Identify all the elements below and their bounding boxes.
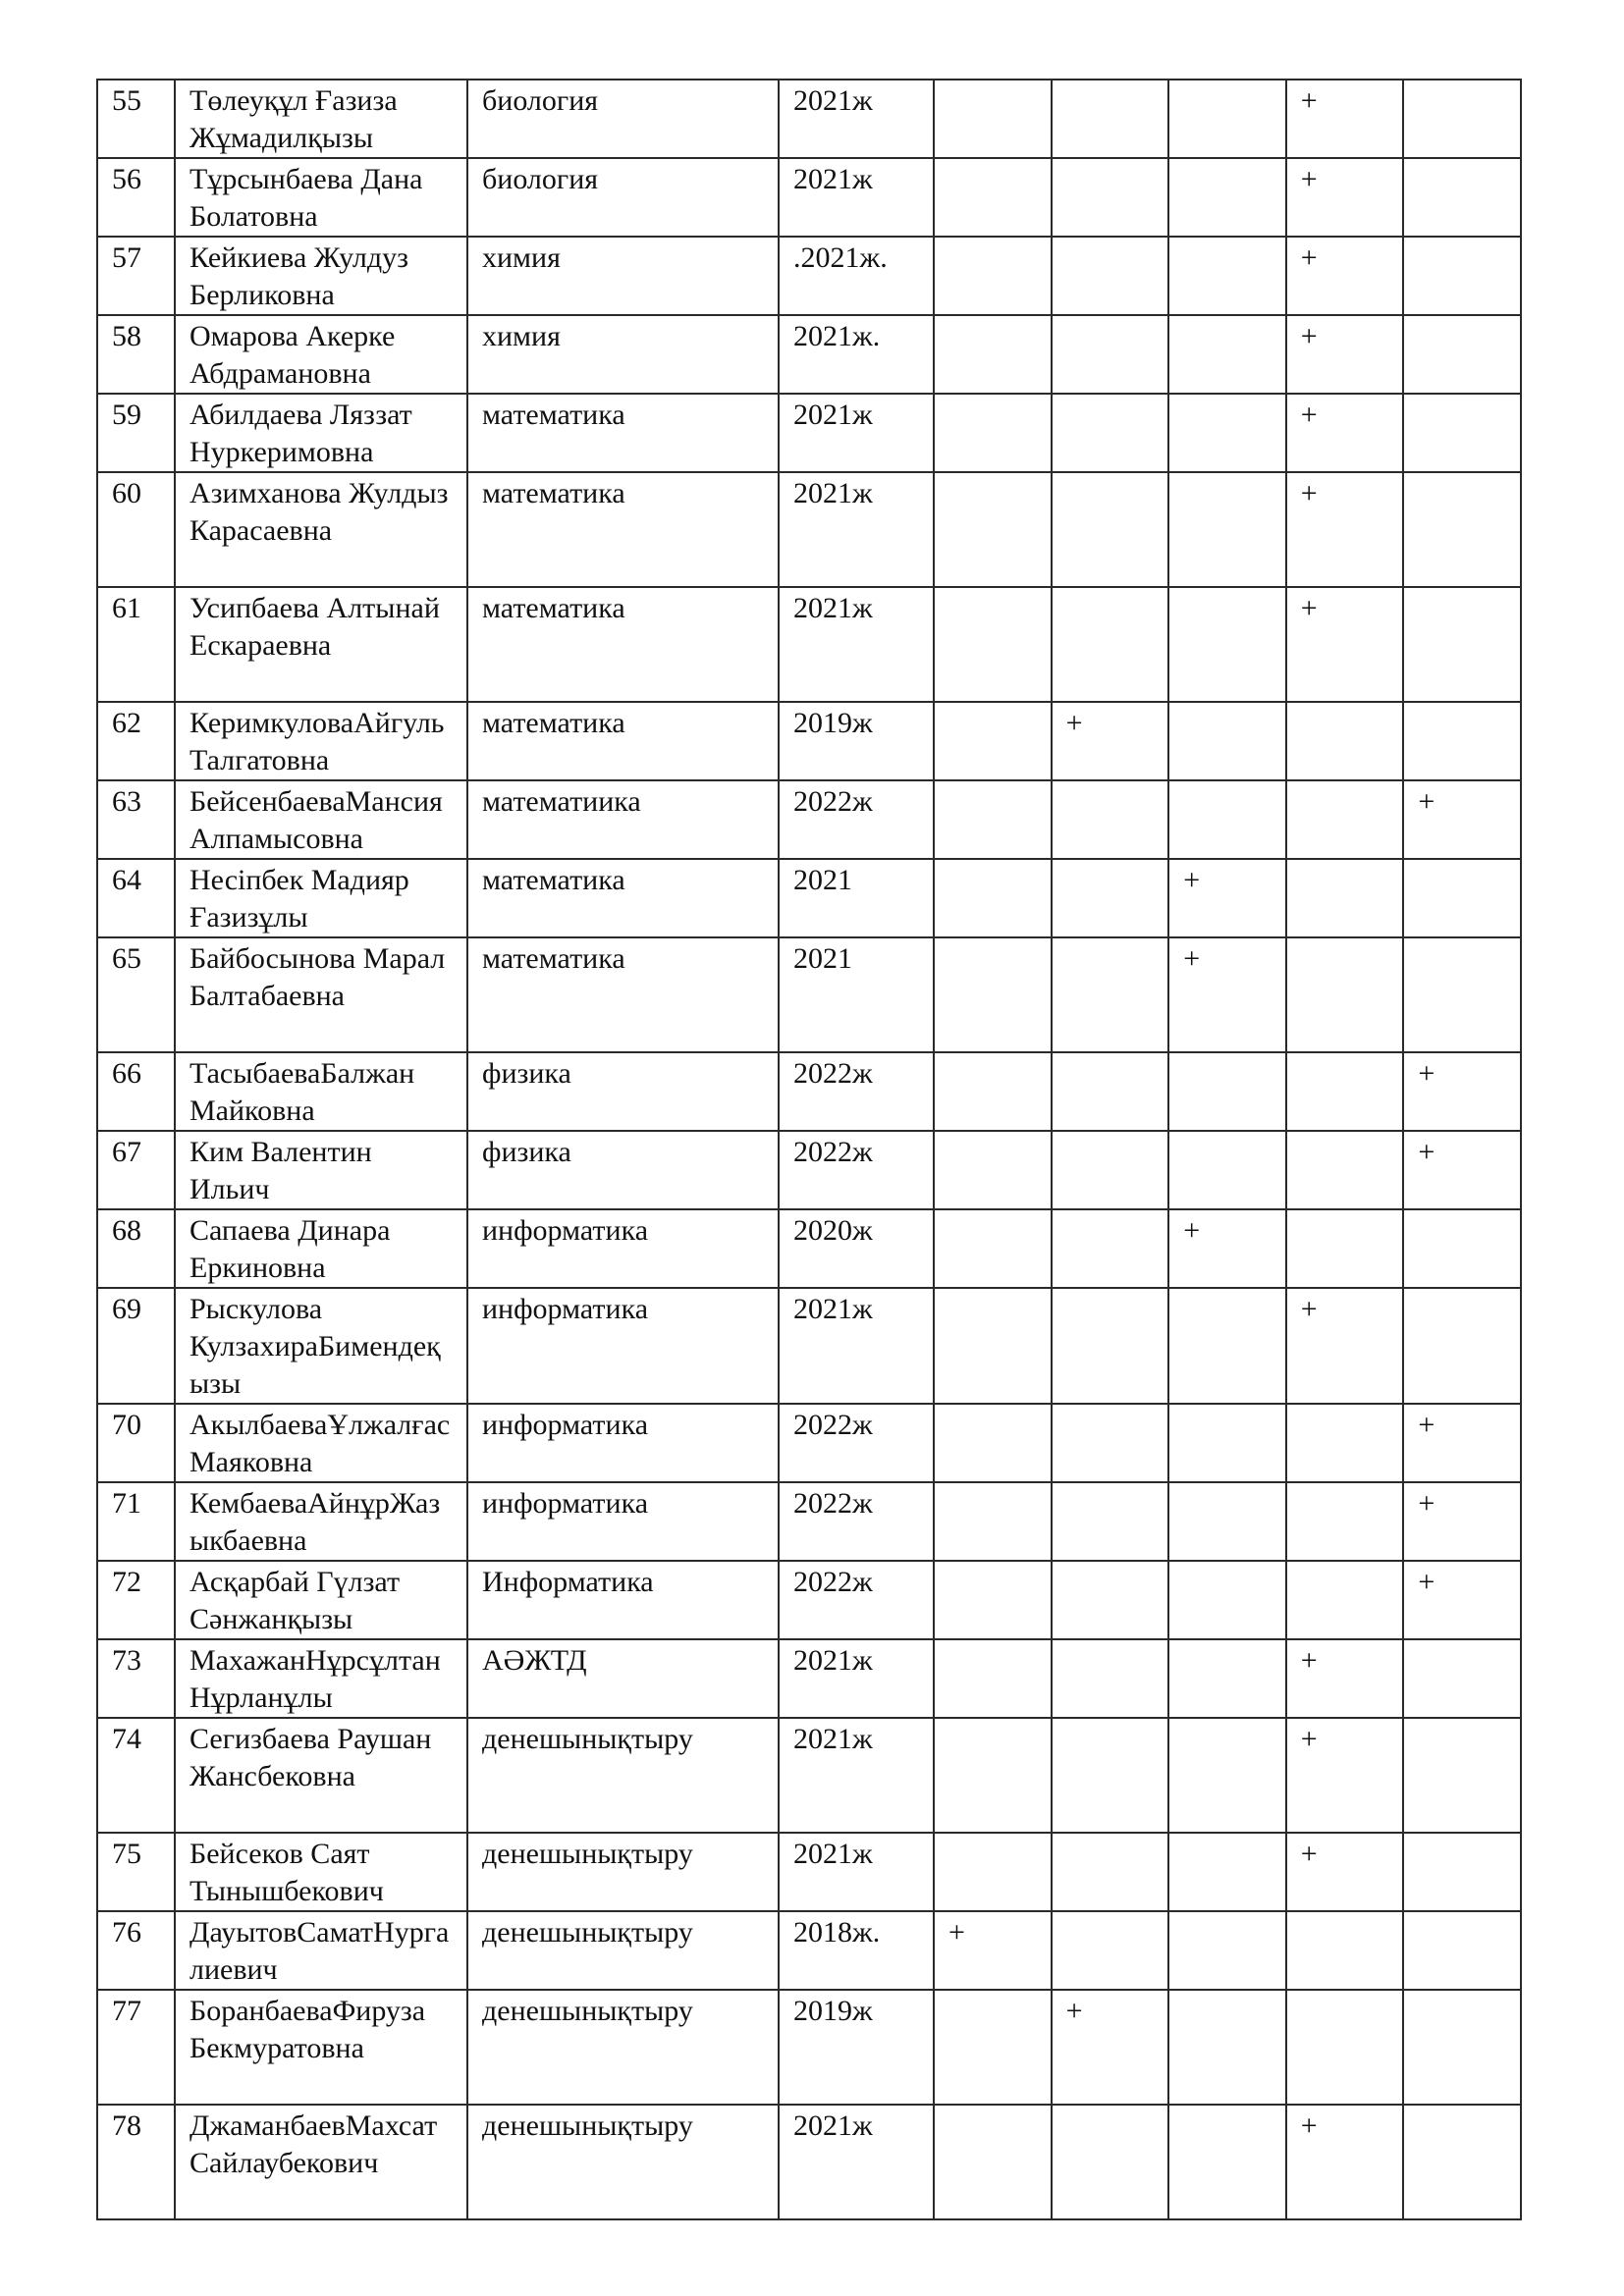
category-2-mark-cell (1052, 587, 1169, 702)
teacher-name-cell: ДжаманбаевМахсат Сайлаубекович (175, 2105, 467, 2219)
table-row (97, 1131, 1521, 1209)
subject-cell: математика (467, 702, 779, 780)
table-row (97, 158, 1521, 237)
teacher-name-cell: БоранбаеваФируза Бекмуратовна (175, 1990, 467, 2105)
category-1-mark-cell (934, 1718, 1052, 1833)
category-2-mark-cell (1052, 158, 1169, 237)
category-1-mark-cell (934, 1833, 1052, 1911)
table-row (97, 587, 1521, 702)
category-5-mark-cell: + (1403, 1131, 1521, 1209)
teacher-name-cell: КеримкуловаАйгульТалгатовна (175, 702, 467, 780)
category-2-mark-cell (1052, 1131, 1169, 1209)
row-number-cell: 65 (97, 937, 175, 1052)
teacher-name-cell: Абилдаева Ляззат Нуркеримовна (175, 394, 467, 472)
row-number-cell: 75 (97, 1833, 175, 1911)
category-3-mark-cell (1168, 1718, 1286, 1833)
category-5-mark-cell (1403, 158, 1521, 237)
category-3-mark-cell (1168, 1911, 1286, 1990)
category-5-mark-cell (1403, 1718, 1521, 1833)
category-5-mark-cell: + (1403, 780, 1521, 859)
subject-cell: информатика (467, 1404, 779, 1482)
category-1-mark-cell: + (934, 1911, 1052, 1990)
category-1-mark-cell (934, 1052, 1052, 1131)
teacher-name-cell: Байбосынова Марал Балтабаевна (175, 937, 467, 1052)
category-1-mark-cell (934, 1639, 1052, 1718)
subject-cell: денешынықтыру (467, 1833, 779, 1911)
category-2-mark-cell (1052, 315, 1169, 394)
category-4-mark-cell (1286, 780, 1404, 859)
category-2-mark-cell (1052, 937, 1169, 1052)
category-2-mark-cell: + (1052, 1990, 1169, 2105)
category-4-mark-cell (1286, 937, 1404, 1052)
category-5-mark-cell (1403, 1209, 1521, 1288)
category-1-mark-cell (934, 1482, 1052, 1561)
table-row (97, 937, 1521, 1052)
category-1-mark-cell (934, 315, 1052, 394)
year-cell: 2022ж (779, 780, 934, 859)
category-3-mark-cell (1168, 1990, 1286, 2105)
row-number-cell: 74 (97, 1718, 175, 1833)
subject-cell: математика (467, 587, 779, 702)
row-number-cell: 64 (97, 859, 175, 937)
year-cell: 2022ж (779, 1404, 934, 1482)
category-5-mark-cell (1403, 237, 1521, 315)
category-3-mark-cell (1168, 237, 1286, 315)
row-number-cell: 72 (97, 1561, 175, 1639)
category-2-mark-cell (1052, 1209, 1169, 1288)
row-number-cell: 73 (97, 1639, 175, 1718)
table-row (97, 2105, 1521, 2219)
category-3-mark-cell (1168, 315, 1286, 394)
teacher-name-cell: АкылбаеваҰлжалғасМаяковна (175, 1404, 467, 1482)
subject-cell: математика (467, 937, 779, 1052)
subject-cell: физика (467, 1131, 779, 1209)
category-1-mark-cell (934, 1561, 1052, 1639)
category-4-mark-cell (1286, 1404, 1404, 1482)
category-4-mark-cell (1286, 1561, 1404, 1639)
category-3-mark-cell (1168, 2105, 1286, 2219)
category-1-mark-cell (934, 1990, 1052, 2105)
subject-cell: физика (467, 1052, 779, 1131)
teacher-roster-table (96, 79, 1522, 2220)
category-4-mark-cell (1286, 702, 1404, 780)
row-number-cell: 59 (97, 394, 175, 472)
category-4-mark-cell: + (1286, 1718, 1404, 1833)
teacher-name-cell: Рыскулова КулзахираБимендеқызы (175, 1288, 467, 1404)
category-5-mark-cell (1403, 394, 1521, 472)
subject-cell: информатика (467, 1288, 779, 1404)
category-3-mark-cell (1168, 1833, 1286, 1911)
row-number-cell: 61 (97, 587, 175, 702)
category-5-mark-cell (1403, 315, 1521, 394)
category-3-mark-cell (1168, 780, 1286, 859)
row-number-cell: 58 (97, 315, 175, 394)
category-4-mark-cell: + (1286, 315, 1404, 394)
category-4-mark-cell: + (1286, 1639, 1404, 1718)
row-number-cell: 78 (97, 2105, 175, 2219)
teacher-name-cell: БейсенбаеваМансияАлпамысовна (175, 780, 467, 859)
category-3-mark-cell (1168, 1482, 1286, 1561)
category-2-mark-cell (1052, 80, 1169, 158)
subject-cell: Информатика (467, 1561, 779, 1639)
category-5-mark-cell: + (1403, 1561, 1521, 1639)
teacher-name-cell: Тұрсынбаева Дана Болатовна (175, 158, 467, 237)
row-number-cell: 56 (97, 158, 175, 237)
table-row (97, 1911, 1521, 1990)
subject-cell: математика (467, 394, 779, 472)
category-4-mark-cell: + (1286, 472, 1404, 587)
subject-cell: АӘЖТД (467, 1639, 779, 1718)
year-cell: 2021ж (779, 1288, 934, 1404)
subject-cell: химия (467, 315, 779, 394)
category-3-mark-cell (1168, 1561, 1286, 1639)
year-cell: 2022ж (779, 1052, 934, 1131)
category-2-mark-cell (1052, 1639, 1169, 1718)
year-cell: 2022ж (779, 1131, 934, 1209)
category-5-mark-cell (1403, 937, 1521, 1052)
teacher-name-cell: Несіпбек Мадияр Ғазизұлы (175, 859, 467, 937)
teacher-name-cell: Ким Валентин Ильич (175, 1131, 467, 1209)
category-2-mark-cell (1052, 394, 1169, 472)
subject-cell: математика (467, 859, 779, 937)
category-2-mark-cell: + (1052, 702, 1169, 780)
year-cell: 2021ж (779, 587, 934, 702)
subject-cell: денешынықтыру (467, 1911, 779, 1990)
category-4-mark-cell (1286, 1209, 1404, 1288)
row-number-cell: 63 (97, 780, 175, 859)
category-1-mark-cell (934, 1288, 1052, 1404)
row-number-cell: 55 (97, 80, 175, 158)
category-1-mark-cell (934, 237, 1052, 315)
category-1-mark-cell (934, 472, 1052, 587)
year-cell: 2021ж (779, 394, 934, 472)
table-row (97, 1052, 1521, 1131)
category-5-mark-cell (1403, 859, 1521, 937)
category-2-mark-cell (1052, 472, 1169, 587)
subject-cell: информатика (467, 1482, 779, 1561)
table-row (97, 1833, 1521, 1911)
category-5-mark-cell: + (1403, 1404, 1521, 1482)
year-cell: 2018ж. (779, 1911, 934, 1990)
category-3-mark-cell (1168, 1052, 1286, 1131)
table-row (97, 1639, 1521, 1718)
year-cell: 2021ж (779, 2105, 934, 2219)
subject-cell: денешынықтыру (467, 2105, 779, 2219)
category-3-mark-cell (1168, 1288, 1286, 1404)
table-row (97, 1482, 1521, 1561)
category-2-mark-cell (1052, 2105, 1169, 2219)
category-1-mark-cell (934, 937, 1052, 1052)
category-2-mark-cell (1052, 780, 1169, 859)
category-4-mark-cell (1286, 1131, 1404, 1209)
category-4-mark-cell: + (1286, 80, 1404, 158)
year-cell: 2022ж (779, 1482, 934, 1561)
year-cell: 2021ж (779, 80, 934, 158)
category-1-mark-cell (934, 2105, 1052, 2219)
row-number-cell: 67 (97, 1131, 175, 1209)
category-2-mark-cell (1052, 1561, 1169, 1639)
category-4-mark-cell: + (1286, 394, 1404, 472)
category-5-mark-cell (1403, 472, 1521, 587)
category-4-mark-cell: + (1286, 1833, 1404, 1911)
category-2-mark-cell (1052, 1911, 1169, 1990)
category-2-mark-cell (1052, 1288, 1169, 1404)
category-4-mark-cell: + (1286, 158, 1404, 237)
row-number-cell: 71 (97, 1482, 175, 1561)
category-2-mark-cell (1052, 1482, 1169, 1561)
teacher-name-cell: Сапаева Динара Еркиновна (175, 1209, 467, 1288)
category-4-mark-cell (1286, 1990, 1404, 2105)
teacher-name-cell: ДауытовСаматНургалиевич (175, 1911, 467, 1990)
category-3-mark-cell (1168, 1639, 1286, 1718)
year-cell: 2022ж (779, 1561, 934, 1639)
category-3-mark-cell (1168, 80, 1286, 158)
table-row (97, 1288, 1521, 1404)
category-1-mark-cell (934, 702, 1052, 780)
table-row (97, 1990, 1521, 2105)
category-3-mark-cell (1168, 472, 1286, 587)
row-number-cell: 68 (97, 1209, 175, 1288)
table-row (97, 1209, 1521, 1288)
category-3-mark-cell: + (1168, 859, 1286, 937)
teacher-name-cell: Асқарбай Гүлзат Сәнжанқызы (175, 1561, 467, 1639)
category-1-mark-cell (934, 859, 1052, 937)
table-row (97, 394, 1521, 472)
category-5-mark-cell (1403, 1639, 1521, 1718)
row-number-cell: 57 (97, 237, 175, 315)
year-cell: 2019ж (779, 702, 934, 780)
row-number-cell: 77 (97, 1990, 175, 2105)
table-row (97, 80, 1521, 158)
table-row (97, 1718, 1521, 1833)
document-page (96, 79, 1520, 2220)
category-2-mark-cell (1052, 859, 1169, 937)
category-3-mark-cell (1168, 702, 1286, 780)
category-1-mark-cell (934, 394, 1052, 472)
category-3-mark-cell: + (1168, 1209, 1286, 1288)
teacher-name-cell: Усипбаева Алтынай Ескараевна (175, 587, 467, 702)
category-3-mark-cell (1168, 158, 1286, 237)
category-1-mark-cell (934, 1131, 1052, 1209)
row-number-cell: 66 (97, 1052, 175, 1131)
row-number-cell: 76 (97, 1911, 175, 1990)
subject-cell: информатика (467, 1209, 779, 1288)
teacher-name-cell: ТасыбаеваБалжан Майковна (175, 1052, 467, 1131)
teacher-name-cell: Төлеуқұл Ғазиза Жұмадилқызы (175, 80, 467, 158)
category-2-mark-cell (1052, 1718, 1169, 1833)
subject-cell: математика (467, 472, 779, 587)
year-cell: 2021ж (779, 472, 934, 587)
category-2-mark-cell (1052, 1833, 1169, 1911)
year-cell: 2021ж. (779, 315, 934, 394)
category-5-mark-cell: + (1403, 1052, 1521, 1131)
table-row (97, 780, 1521, 859)
subject-cell: математиика (467, 780, 779, 859)
category-1-mark-cell (934, 1404, 1052, 1482)
row-number-cell: 70 (97, 1404, 175, 1482)
table-row (97, 702, 1521, 780)
year-cell: 2021ж (779, 158, 934, 237)
category-4-mark-cell (1286, 1482, 1404, 1561)
table-row (97, 315, 1521, 394)
teacher-name-cell: Азимханова Жулдыз Карасаевна (175, 472, 467, 587)
category-4-mark-cell (1286, 1052, 1404, 1131)
teacher-name-cell: Кейкиева Жулдуз Берликовна (175, 237, 467, 315)
year-cell: 2021ж (779, 1833, 934, 1911)
teacher-name-cell: КембаеваАйнұрЖазыкбаевна (175, 1482, 467, 1561)
category-5-mark-cell (1403, 702, 1521, 780)
category-5-mark-cell (1403, 1833, 1521, 1911)
category-5-mark-cell (1403, 1990, 1521, 2105)
teacher-name-cell: Сегизбаева Раушан Жансбековна (175, 1718, 467, 1833)
year-cell: 2020ж (779, 1209, 934, 1288)
category-5-mark-cell (1403, 1288, 1521, 1404)
year-cell: 2021 (779, 937, 934, 1052)
year-cell: .2021ж. (779, 237, 934, 315)
category-4-mark-cell: + (1286, 587, 1404, 702)
subject-cell: химия (467, 237, 779, 315)
category-3-mark-cell (1168, 394, 1286, 472)
year-cell: 2021 (779, 859, 934, 937)
teacher-name-cell: Бейсеков Саят Тынышбекович (175, 1833, 467, 1911)
category-2-mark-cell (1052, 1052, 1169, 1131)
row-number-cell: 60 (97, 472, 175, 587)
category-2-mark-cell (1052, 1404, 1169, 1482)
category-2-mark-cell (1052, 237, 1169, 315)
category-4-mark-cell: + (1286, 1288, 1404, 1404)
category-4-mark-cell (1286, 1911, 1404, 1990)
teacher-name-cell: Омарова Акерке Абдрамановна (175, 315, 467, 394)
table-row (97, 1404, 1521, 1482)
row-number-cell: 69 (97, 1288, 175, 1404)
category-3-mark-cell (1168, 1131, 1286, 1209)
table-row (97, 1561, 1521, 1639)
subject-cell: денешынықтыру (467, 1990, 779, 2105)
category-4-mark-cell: + (1286, 237, 1404, 315)
year-cell: 2021ж (779, 1718, 934, 1833)
subject-cell: биология (467, 80, 779, 158)
category-1-mark-cell (934, 1209, 1052, 1288)
category-1-mark-cell (934, 158, 1052, 237)
category-5-mark-cell (1403, 1911, 1521, 1990)
table-row (97, 859, 1521, 937)
category-3-mark-cell (1168, 1404, 1286, 1482)
year-cell: 2019ж (779, 1990, 934, 2105)
category-4-mark-cell: + (1286, 2105, 1404, 2219)
year-cell: 2021ж (779, 1639, 934, 1718)
category-1-mark-cell (934, 780, 1052, 859)
category-4-mark-cell (1286, 859, 1404, 937)
subject-cell: денешынықтыру (467, 1718, 779, 1833)
table-row (97, 237, 1521, 315)
category-1-mark-cell (934, 80, 1052, 158)
category-3-mark-cell: + (1168, 937, 1286, 1052)
category-3-mark-cell (1168, 587, 1286, 702)
category-5-mark-cell (1403, 80, 1521, 158)
category-1-mark-cell (934, 587, 1052, 702)
table-body (97, 80, 1521, 2219)
teacher-name-cell: МахажанНұрсұлтанНұрланұлы (175, 1639, 467, 1718)
subject-cell: биология (467, 158, 779, 237)
category-5-mark-cell (1403, 2105, 1521, 2219)
table-row (97, 472, 1521, 587)
row-number-cell: 62 (97, 702, 175, 780)
category-5-mark-cell: + (1403, 1482, 1521, 1561)
category-5-mark-cell (1403, 587, 1521, 702)
